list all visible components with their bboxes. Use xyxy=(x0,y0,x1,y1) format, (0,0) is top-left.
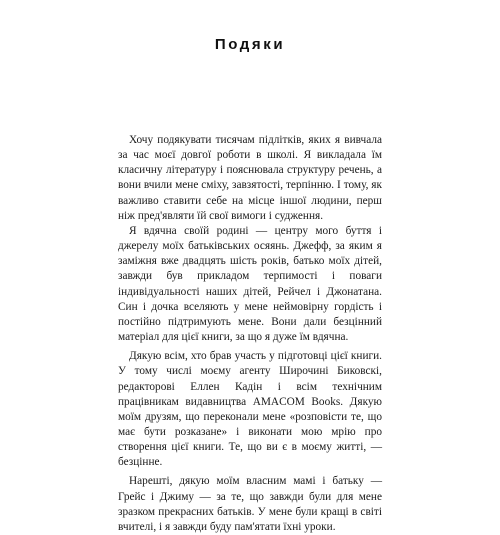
paragraph-2: Я вдячна своїй родині — центру мого буття і джерелу моїх батьківських осяянь. Джефф, за яким я заміжня вже двадцять шість років, батько моїх дітей, завжди був прикладом терпимості і поваги індивідуальності наших дітей, Рейчел і Джонатана. Син і дочка вселяють у мене неймовірну гордість і постійно підтримують мене. Вони дали безцінний матеріал для цієї книги, за що я дуже їм вдячна. xyxy=(118,224,382,344)
paragraph-1: Хочу подякувати тисячам підлітків, яких я вивчала за час моєї довгої роботи в школі. Я викладала їм класичну літературу і пояснювала структуру речень, а вони вчили мене сміху, завзятості, терпінню. І тому, як важливо ставити себе на місце іншої людини, перш ніж пред'являти їй свої вимоги і судження. xyxy=(118,134,382,222)
page-title: Подяки xyxy=(214,36,286,53)
paragraph-4: Нарешті, дякую моїм власним мамі і батьку — Грейс і Джиму — за те, що завжди були для мене зразком прекрасних батьків. У мене були кращі в світі вчителі, і я завжди буду пам'ятати їхні уроки. xyxy=(118,475,382,533)
acknowledgements-text xyxy=(118,133,382,535)
paragraph-3: Дякую всім, хто брав участь у підготовці цієї книги. У тому числі моєму агенту Широчині Биковскі, редакторові Еллен Кадін і всім технічним працівникам видавництва AMACOM Books. Дякую моїм друзям, що переконали мене «розповісти те, що має бути розказане» і виконати мою мрію про створення цієї книги. Те, що ви є в моєму житті, — безцінне. xyxy=(118,350,382,469)
